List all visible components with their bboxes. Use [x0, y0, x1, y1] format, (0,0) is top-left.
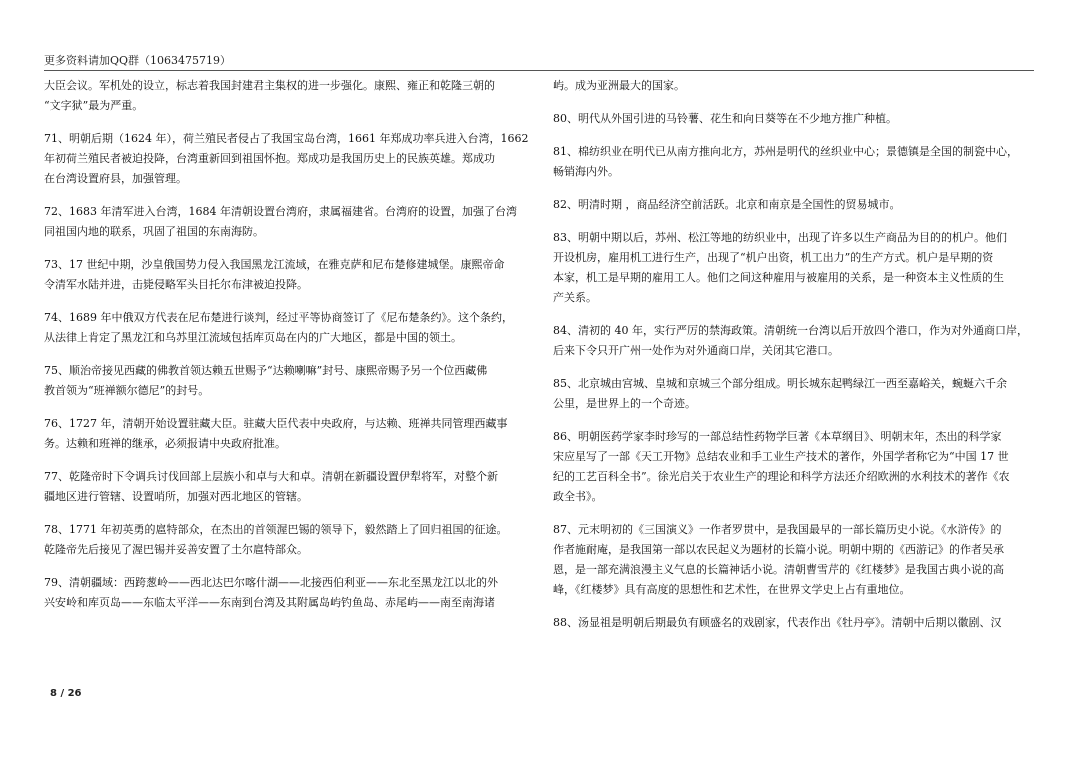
page-number: 8 / 26 [50, 688, 82, 699]
paragraph: 86、明朝医药学家李时珍写的一部总结性药物学巨著《本草纲目》、明朝末年，杰出的科学家 宋应星写了一部《天工开物》总结农业和手工业生产技术的著作，外国学者称它为“中国 17 世 纪的工艺百科全书”。徐光启关于农业生产的理论和科学方法还介绍欧洲的水利技术的著作《农 政全书》。 [553, 430, 1010, 503]
paragraph: 83、明朝中期以后，苏州、松江等地的纺织业中，出现了许多以生产商品为目的的机户。他们 开设机房，雇用机工进行生产，出现了“机户出资，机工出力”的生产方式。机户是早期的资 本家，机工是早期的雇用工人。他们之间这种雇用与被雇用的关系，是一种资本主义性质的生 产关系。 [553, 231, 1007, 304]
paragraph: 81、棉纺织业在明代已从南方推向北方，苏州是明代的丝织业中心；景德镇是全国的制瓷中心， 畅销海内外。 [553, 145, 1018, 178]
paragraph: 71、明朝后期（1624 年），荷兰殖民者侵占了我国宝岛台湾，1661 年郑成功率兵进入台湾，1662 年初荷兰殖民者被迫投降，台湾重新回到祖国怀抱。郑成功是我国历史上的民族英雄。郑成功 在台湾设置府县，加强管理。 [44, 132, 529, 185]
paragraph: 84、清初的 40 年，实行严厉的禁海政策。清朝统一台湾以后开放四个港口，作为对外通商口岸， 后来下令只开广州一处作为对外通商口岸，关闭其它港口。 [553, 324, 1028, 357]
paragraph: 大臣会议。军机处的设立，标志着我国封建君主集权的进一步强化。康熙、雍正和乾隆三朝的 “文字狱”最为严重。 [44, 79, 495, 112]
paragraph: 88、汤显祖是明朝后期最负有顾盛名的戏剧家，代表作出《牡丹亭》。清朝中后期以徽剧、汉 [553, 616, 1002, 629]
paragraph: 72、1683 年清军进入台湾，1684 年清朝设置台湾府，隶属福建省。台湾府的设置，加强了台湾 同祖国内地的联系，巩固了祖国的东南海防。 [44, 205, 517, 238]
paragraph: 78、1771 年初英勇的扈特部众，在杰出的首领渥巴锡的领导下，毅然踏上了回归祖国的征途。 乾隆帝先后接见了渥巴锡并妥善安置了土尔扈特部众。 [44, 523, 508, 556]
paragraph: 76、1727 年，清朝开始设置驻藏大臣。驻藏大臣代表中央政府，与达赖、班禅共同管理西藏事 务。达赖和班禅的继承，必须报请中央政府批准。 [44, 417, 508, 450]
header-divider [44, 70, 1034, 71]
paragraph: 87、元末明初的《三国演义》一作者罗贯中，是我国最早的一部长篇历史小说。《水浒传》的 作者施耐庵，是我国第一部以农民起义为题材的长篇小说。明朝中期的《西游记》的作者吴承 恩，是一部充满浪漫主义气息的长篇神话小说。清朝曹雪芹的《红楼梦》是我国古典小说的高 峰，《红楼梦》具有高度的思想性和艺术性，在世界文学史上占有重地位。 [553, 523, 1004, 596]
paragraph: 屿。成为亚洲最大的国家。 [553, 79, 685, 92]
paragraph: 80、明代从外国引进的马铃薯、花生和向日葵等在不少地方推广种植。 [553, 112, 897, 125]
paragraph: 85、北京城由宫城、皇城和京城三个部分组成。明长城东起鸭绿江一西至嘉峪关，蜿蜒六千余 公里，是世界上的一个奇迹。 [553, 377, 1007, 410]
paragraph: 82、明清时期 ，商品经济空前活跃。北京和南京是全国性的贸易城市。 [553, 198, 901, 211]
right-column [553, 76, 1043, 646]
paragraph: 79、清朝疆域：西跨葱岭——西北达巴尔喀什湖——北接西伯利亚——东北至黑龙江以北的外 兴安岭和库页岛——东临太平洋——东南到台湾及其附属岛屿钓鱼岛、赤尾屿——南至南海诸 [44, 576, 498, 609]
paragraph: 74、1689 年中俄双方代表在尼布楚进行谈判，经过平等协商签订了《尼布楚条约》。这个条约， 从法律上肯定了黑龙江和乌苏里江流域包括库页岛在内的广大地区，都是中国的领土。 [44, 311, 513, 344]
paragraph: 75、顺治帝接见西藏的佛教首领达赖五世赐予“达赖喇嘛”封号、康熙帝赐予另一个位西藏佛 教首领为“班禅额尔德尼”的封号。 [44, 364, 488, 397]
left-column [44, 76, 536, 626]
paragraph: 77、乾隆帝时下令调兵讨伐回部上层族小和卓与大和卓。清朝在新疆设置伊犁将军，对整个新 疆地区进行管辖、设置哨所，加强对西北地区的管辖。 [44, 470, 498, 503]
header-qq-group-text: 更多资料请加QQ群（1063475719） [44, 54, 232, 67]
paragraph: 73、17 世纪中期，沙皇俄国势力侵入我国黑龙江流域，在雅克萨和尼布楚修建城堡。康熙帝命 令清军水陆并进，击毙侵略军头目托尔布津被迫投降。 [44, 258, 505, 291]
